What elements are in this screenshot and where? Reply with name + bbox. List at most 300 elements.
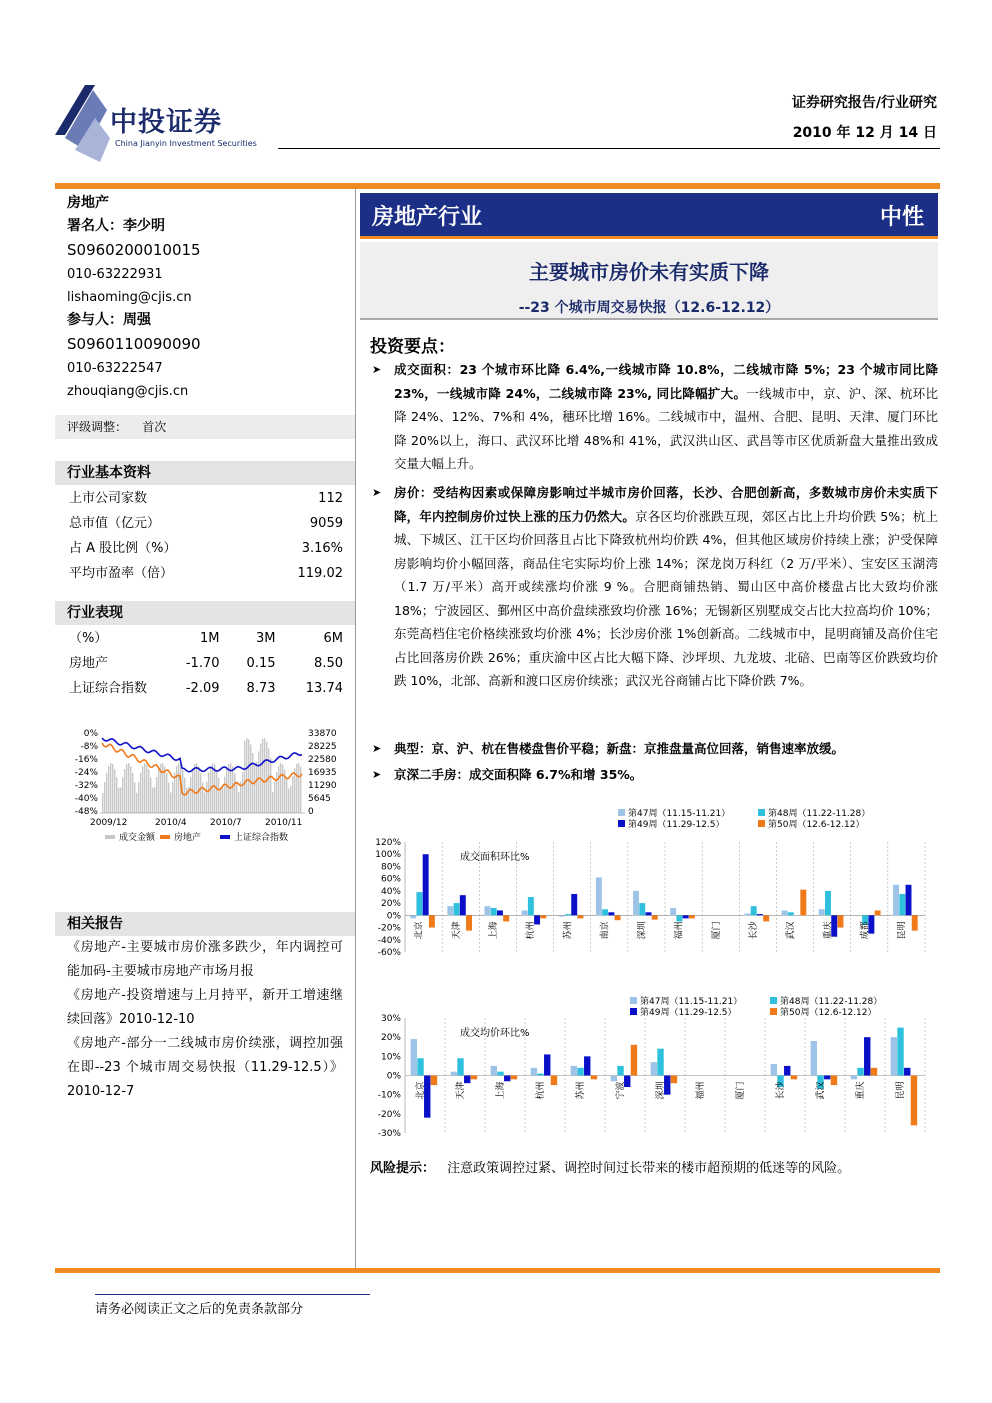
category-label: 杭州	[526, 921, 537, 940]
y-tick-label: -10%	[377, 1090, 401, 1101]
category-label: 昆明	[896, 1081, 906, 1100]
legend-swatch	[105, 835, 115, 839]
volume-bar	[232, 767, 233, 813]
category-label: 北京	[414, 921, 425, 940]
table-header-row	[57, 627, 353, 650]
volume-bar	[142, 766, 143, 813]
bar	[429, 915, 435, 927]
bar	[825, 891, 831, 915]
volume-bar	[194, 764, 195, 813]
table-row	[57, 512, 353, 535]
volume-bar	[244, 741, 245, 813]
footer-divider	[95, 1294, 370, 1295]
basic-value: 112	[318, 491, 343, 506]
volume-bar	[104, 782, 105, 813]
legend-swatch	[630, 1008, 637, 1015]
bar	[851, 1076, 857, 1080]
mini-right-tick: 28225	[308, 742, 337, 752]
perf-header: 6M	[323, 631, 343, 646]
volume-bar	[136, 793, 137, 813]
y-tick-label: -40%	[377, 935, 401, 946]
volume-bar	[236, 783, 237, 813]
category-label: 福州	[674, 921, 685, 940]
volume-bar	[278, 766, 279, 813]
volume-bar	[294, 768, 295, 813]
mini-left-tick: -16%	[74, 755, 98, 765]
volume-bar	[148, 769, 149, 813]
price-change-chart	[360, 990, 940, 1140]
header-divider	[278, 148, 940, 149]
volume-bar	[214, 764, 215, 813]
point-area	[372, 358, 938, 476]
bar	[522, 910, 528, 915]
volume-bar	[226, 769, 227, 813]
bar	[676, 915, 682, 921]
legend-swatch	[758, 820, 765, 827]
bar	[897, 1028, 903, 1076]
mini-x-tick: 2010/11	[265, 818, 303, 828]
table-row	[57, 677, 353, 700]
author-phone: 010-63222931	[67, 267, 163, 282]
bar	[893, 885, 899, 916]
related-report-3[interactable]: 《房地产-部分一二线城市房价续涨，调控加强在即--23 个城市周交易快报（11.29-12.5）》2010-12-7	[67, 1036, 343, 1099]
bar	[689, 915, 695, 918]
category-label: 北京	[416, 1081, 426, 1100]
perf-cell: 8.50	[314, 656, 343, 671]
category-label: 杭州	[536, 1081, 546, 1100]
mini-left-tick: -24%	[74, 768, 98, 778]
performance-table	[55, 625, 355, 702]
volume-bar	[208, 772, 209, 813]
author-name: 署名人：李少明	[67, 218, 165, 234]
category-label: 长沙	[776, 1081, 786, 1100]
volume-bar	[154, 787, 155, 813]
volume-bar	[176, 766, 177, 813]
perf-header: 1M	[200, 631, 220, 646]
rating-label: 评级调整：	[67, 420, 128, 434]
basic-info-table	[55, 485, 355, 587]
participant-phone: 010-63222547	[67, 361, 163, 376]
mini-left-tick: -8%	[80, 742, 98, 752]
volume-bar	[138, 782, 139, 813]
rating-value: 首次	[142, 420, 167, 434]
company-name-cn: 中投证券	[110, 107, 222, 138]
related-report-1[interactable]: 《房地产-主要城市房价涨多跌少，年内调控可能加码-主要城市房地产市场月报	[67, 940, 343, 979]
y-tick-label: 20%	[380, 1033, 401, 1044]
y-tick-label: 100%	[375, 850, 401, 861]
volume-bar	[162, 763, 163, 813]
volume-bar	[118, 788, 119, 813]
disclaimer-note[interactable]: 请务必阅读正文之后的免责条款部分	[95, 1302, 304, 1317]
point-typical	[372, 737, 938, 761]
volume-bar	[130, 766, 131, 813]
mini-right-tick: 0	[308, 807, 314, 817]
volume-bar	[276, 772, 277, 813]
arrow-icon: ➤	[372, 486, 382, 499]
y-tick-label: -20%	[377, 923, 401, 934]
bar	[751, 906, 757, 915]
category-label: 武汉	[786, 921, 797, 940]
author-id: S0960200010015	[67, 241, 201, 259]
volume-bar	[106, 773, 107, 813]
category-label: 上海	[496, 1081, 506, 1100]
perf-cell: 房地产	[69, 656, 109, 671]
mini-right-tick: 33870	[308, 729, 337, 739]
y-tick-label: 120%	[375, 838, 401, 848]
arrow-icon: ➤	[372, 742, 382, 755]
bar	[591, 1076, 597, 1080]
bar	[639, 903, 645, 915]
chart-title: 成交面积环比%	[460, 852, 530, 863]
point-bold: 房价：受结构因素或保障房影响过半城市房价回落，长沙、合肥创新高，多数城市房价未实质下降，年内控制房价过快上涨的压力仍然大。	[394, 485, 938, 524]
arrow-icon: ➤	[372, 768, 382, 781]
mini-x-tick: 2009/12	[90, 818, 128, 828]
y-tick-label: -20%	[377, 1109, 401, 1120]
bar	[782, 910, 788, 915]
category-label: 深圳	[656, 1081, 666, 1100]
report-subtitle: --23 个城市周交易快报（12.6-12.12）	[518, 300, 780, 316]
basic-value: 9059	[309, 516, 343, 531]
bar	[811, 1041, 817, 1076]
bar	[657, 1049, 663, 1076]
legend-swatch	[630, 997, 637, 1004]
column-divider	[355, 189, 356, 1272]
bottom-orange-rule	[55, 1268, 940, 1273]
y-tick-label: 10%	[380, 1052, 401, 1063]
mini-left-tick: 0%	[83, 729, 98, 739]
perf-header: 3M	[256, 631, 276, 646]
bar	[565, 914, 571, 915]
legend-swatch	[770, 1008, 777, 1015]
bar	[617, 1066, 623, 1076]
bar	[891, 1037, 897, 1075]
category-label: 重庆	[823, 921, 834, 940]
volume-bar	[266, 742, 267, 813]
y-tick-label: -60%	[377, 948, 401, 958]
y-tick-label: 60%	[380, 874, 401, 885]
volume-bar	[110, 763, 111, 813]
point-text: 京各区均价涨跌互现，郊区占比上升均价跌 5%；杭上城、下城区、江干区均价回落且占比下降致杭州均价跌 4%，但其他区域房价持续上涨；沪受保障房影响均价小幅回落，商品住宅实际均价上涨 14%；深龙岗万科红（2 万/平米）、宝安区玉湖湾（1.7 万/平米）高开或续涨均价涨 9 %。合肥商铺热销、蜀山区中高价楼盘占比大致均价涨 18%；宁波园区、鄞州区中高价盘续涨致均价涨 16%；无锡新区别墅成交占比大拉高均价 10%；东莞高档住宅价格续涨致均价涨 4%；长沙房价涨 1%创新高。二线城市中，昆明商铺及高价住宅占比回落房价跌 26%；重庆渝中区占比大幅下降、沙坪坝、九龙坡、北碚、巴南等区价跌致均价跌 10%，北部、高新和渡口区房价续涨；武汉光谷商铺占比下降价跌 7%。	[394, 508, 938, 688]
bar	[631, 1045, 637, 1076]
left-sidebar	[55, 189, 355, 1104]
basic-info-title: 行业基本资料	[55, 461, 355, 485]
bar	[837, 915, 843, 927]
volume-bar	[144, 763, 145, 813]
mini-left-tick: -40%	[74, 794, 98, 804]
category-label: 成都	[860, 921, 871, 940]
volume-bar	[158, 769, 159, 813]
bar	[466, 915, 472, 930]
bar	[511, 1076, 517, 1080]
bar	[559, 915, 565, 916]
volume-bar	[288, 789, 289, 813]
bar	[571, 1066, 577, 1076]
mini-right-tick: 22580	[308, 755, 337, 765]
bar	[633, 891, 639, 915]
perf-header: （%）	[69, 631, 108, 646]
legend-swatch	[770, 997, 777, 1004]
volume-bar	[134, 782, 135, 813]
bar	[528, 897, 534, 915]
table-row	[57, 562, 353, 585]
bar	[824, 1076, 830, 1080]
bar	[423, 854, 429, 915]
volume-bar	[146, 764, 147, 813]
perf-cell: 13.74	[305, 681, 343, 696]
perf-cell: -2.09	[185, 681, 220, 696]
mini-left-tick: -32%	[74, 781, 98, 791]
bar	[471, 1076, 477, 1080]
volume-bar	[112, 764, 113, 813]
point-secondhand	[372, 763, 938, 787]
perf-cell: 0.15	[246, 656, 276, 671]
participant-email[interactable]: zhouqiang@cjis.cn	[67, 384, 189, 399]
industry-rating: 中性	[880, 204, 925, 230]
bar	[788, 912, 794, 915]
volume-bar	[238, 792, 239, 813]
legend-label: 第48周（11.22-11.28）	[780, 997, 883, 1007]
volume-bar	[264, 738, 265, 813]
category-label: 厦门	[711, 921, 722, 940]
category-label: 武汉	[816, 1081, 826, 1100]
point-bold: 典型：京、沪、杭在售楼盘售价平稳；新盘：京推盘量高位回落，销售速率放缓。	[394, 741, 845, 756]
legend-swatch	[160, 835, 170, 839]
volume-bar	[220, 788, 221, 813]
category-label: 长沙	[749, 921, 759, 940]
volume-bar	[224, 777, 225, 813]
category-label: 昆明	[897, 921, 908, 940]
bar	[875, 910, 881, 915]
category-label: 重庆	[856, 1081, 866, 1100]
bar	[537, 1074, 543, 1076]
bar	[504, 1076, 510, 1082]
volume-bar	[272, 792, 273, 813]
volume-bar	[170, 793, 171, 813]
legend-label: 上证综合指数	[234, 833, 289, 843]
category-label: 苏州	[563, 921, 574, 940]
volume-bar	[140, 773, 141, 813]
volume-bar	[262, 739, 263, 813]
volume-bar	[270, 758, 271, 813]
volume-bar	[122, 777, 123, 813]
point-text: 一线城市中，京、沪、深、杭环比降 24%、12%、7%和 4%，穗环比增 16%。二线城市中，温州、合肥、昆明、天津、厦门环比降 20%以上，海口、武汉环比增 48%和 41%，武汉洪山区、武昌等市区优质新盘大量推出致成交量大幅上升。	[394, 385, 938, 471]
table-row	[57, 487, 353, 510]
risk-label: 风险提示：	[370, 1161, 436, 1176]
bar	[410, 915, 416, 918]
y-tick-label: 0%	[386, 911, 401, 922]
volume-bar	[286, 778, 287, 813]
category-label: 天津	[456, 1081, 466, 1100]
volume-bar	[108, 766, 109, 813]
volume-bar	[168, 783, 169, 813]
y-tick-label: 80%	[380, 862, 401, 873]
bar	[411, 1039, 417, 1075]
performance-chart	[55, 728, 355, 868]
table-row	[57, 537, 353, 560]
volume-bar	[242, 772, 243, 813]
legend-label: 成交金额	[119, 833, 156, 843]
legend-swatch	[618, 820, 625, 827]
volume-bar	[212, 763, 213, 813]
bar	[417, 1058, 423, 1075]
volume-bar	[222, 787, 223, 813]
y-tick-label: 0%	[386, 1071, 401, 1082]
volume-bar	[102, 793, 103, 813]
category-label: 天津	[451, 921, 462, 940]
volume-bar	[150, 777, 151, 813]
volume-bar	[256, 762, 257, 813]
bar	[899, 894, 905, 915]
bar	[904, 1068, 910, 1076]
author-email[interactable]: lishaoming@cjis.cn	[67, 290, 192, 305]
bar	[577, 915, 583, 918]
report-type: 证券研究报告/行业研究	[791, 95, 937, 111]
mini-x-tick: 2010/4	[155, 818, 187, 828]
risk-note	[370, 1157, 850, 1176]
y-tick-label: 20%	[380, 899, 401, 910]
bar	[671, 1076, 677, 1084]
bar	[784, 1066, 790, 1076]
bar	[608, 912, 614, 915]
bar	[602, 909, 608, 915]
volume-bar	[290, 786, 291, 813]
category-label: 福州	[696, 1081, 706, 1100]
bar	[451, 1072, 457, 1076]
bar	[571, 894, 577, 915]
perf-cell: 上证综合指数	[69, 681, 148, 696]
category-label: 深圳	[637, 921, 648, 940]
bar	[531, 1068, 537, 1076]
bar	[491, 908, 497, 915]
bar	[744, 914, 750, 916]
bar	[757, 914, 763, 915]
bar	[447, 906, 453, 915]
bar	[911, 1076, 917, 1126]
volume-bar	[132, 773, 133, 813]
volume-bar	[116, 777, 117, 813]
legend-label: 第47周（11.15-11.21）	[628, 809, 731, 819]
category-label: 厦门	[736, 1081, 746, 1100]
volume-bar	[296, 764, 297, 813]
bar	[771, 1064, 777, 1076]
basic-value: 119.02	[297, 566, 343, 581]
legend-swatch	[618, 809, 625, 816]
y-tick-label: 30%	[380, 1014, 401, 1024]
y-tick-label: 40%	[380, 886, 401, 897]
related-report-2[interactable]: 《房地产-投资增速与上月持平，新开工增速继续回落》2010-12-10	[67, 988, 343, 1027]
key-points-heading: 投资要点：	[370, 337, 455, 357]
volume-bar	[280, 763, 281, 813]
basic-key: 上市公司家数	[69, 491, 148, 506]
bar	[670, 908, 676, 915]
volume-bar	[196, 763, 197, 813]
bar	[906, 885, 912, 916]
volume-bar	[178, 763, 179, 813]
industry-name: 房地产行业	[372, 204, 483, 230]
point-bold: 成交面积：23 个城市环比降 6.4%,一线城市降 10.8%，二线城市降 5%；23 个城市同比降 23%，一线城市降 24%，二线城市降 23%, 同比降幅扩大。	[394, 362, 938, 401]
volume-bar	[258, 751, 259, 813]
area-change-chart	[360, 800, 940, 965]
bar	[460, 895, 466, 915]
bar	[503, 915, 509, 921]
volume-bar	[246, 738, 247, 813]
y-tick-label: -30%	[377, 1129, 401, 1139]
legend-label: 第50周（12.6-12.12）	[780, 1008, 877, 1018]
mini-right-tick: 16935	[308, 768, 337, 778]
legend-label: 第49周（11.29-12.5）	[628, 820, 725, 830]
mini-left-tick: -48%	[74, 807, 98, 817]
bar	[540, 915, 546, 918]
volume-bar	[164, 766, 165, 813]
mini-right-tick: 11290	[308, 781, 337, 791]
bar	[864, 1037, 870, 1075]
volume-bar	[204, 792, 205, 813]
bar	[857, 1068, 863, 1076]
mini-right-tick: 5645	[308, 794, 331, 804]
category-label: 南京	[600, 921, 611, 940]
basic-key: 平均市盈率（倍）	[69, 566, 174, 581]
volume-bar	[254, 763, 255, 813]
legend-label: 第48周（11.22-11.28）	[768, 809, 871, 819]
volume-bar	[126, 764, 127, 813]
bar	[596, 877, 602, 915]
risk-text: 注意政策调控过紧、调控时间过长带来的楼市超预期的低迷等的风险。	[447, 1161, 851, 1176]
basic-value: 3.16%	[301, 541, 343, 556]
volume-bar	[216, 769, 217, 813]
volume-bar	[200, 773, 201, 813]
volume-bar	[218, 778, 219, 813]
bar	[454, 903, 460, 915]
bar	[577, 1068, 583, 1076]
bar	[871, 1068, 877, 1076]
volume-bar	[124, 769, 125, 813]
volume-bar	[156, 777, 157, 813]
basic-key: 总市值（亿元）	[69, 516, 161, 531]
bar	[791, 1076, 797, 1080]
bar	[819, 909, 825, 915]
sector-label: 房地产	[67, 195, 109, 211]
bar	[584, 1056, 590, 1075]
perf-cell: 8.73	[246, 681, 276, 696]
report-date: 2010 年 12 月 14 日	[792, 125, 937, 141]
related-reports-title: 相关报告	[55, 912, 355, 936]
volume-bar	[298, 763, 299, 813]
bar	[831, 1076, 837, 1086]
mini-x-tick: 2010/7	[210, 818, 242, 828]
bar	[646, 912, 652, 915]
point-price	[372, 481, 938, 693]
bar	[497, 1072, 503, 1076]
legend-swatch	[758, 809, 765, 816]
participant-name: 参与人：周强	[67, 312, 151, 328]
volume-bar	[190, 777, 191, 813]
volume-bar	[152, 788, 153, 813]
bar	[544, 1054, 550, 1075]
bar	[912, 915, 918, 930]
bar	[431, 1076, 437, 1086]
bar	[497, 910, 503, 915]
volume-bar	[282, 764, 283, 813]
bar	[800, 890, 806, 916]
bar	[491, 1066, 497, 1076]
chart-title: 成交均价环比%	[460, 1028, 530, 1039]
table-row	[57, 652, 353, 675]
bar	[416, 892, 422, 915]
legend-swatch	[220, 835, 230, 839]
volume-bar	[172, 782, 173, 813]
volume-bar	[268, 749, 269, 813]
legend-label: 第49周（11.29-12.5）	[640, 1008, 737, 1018]
